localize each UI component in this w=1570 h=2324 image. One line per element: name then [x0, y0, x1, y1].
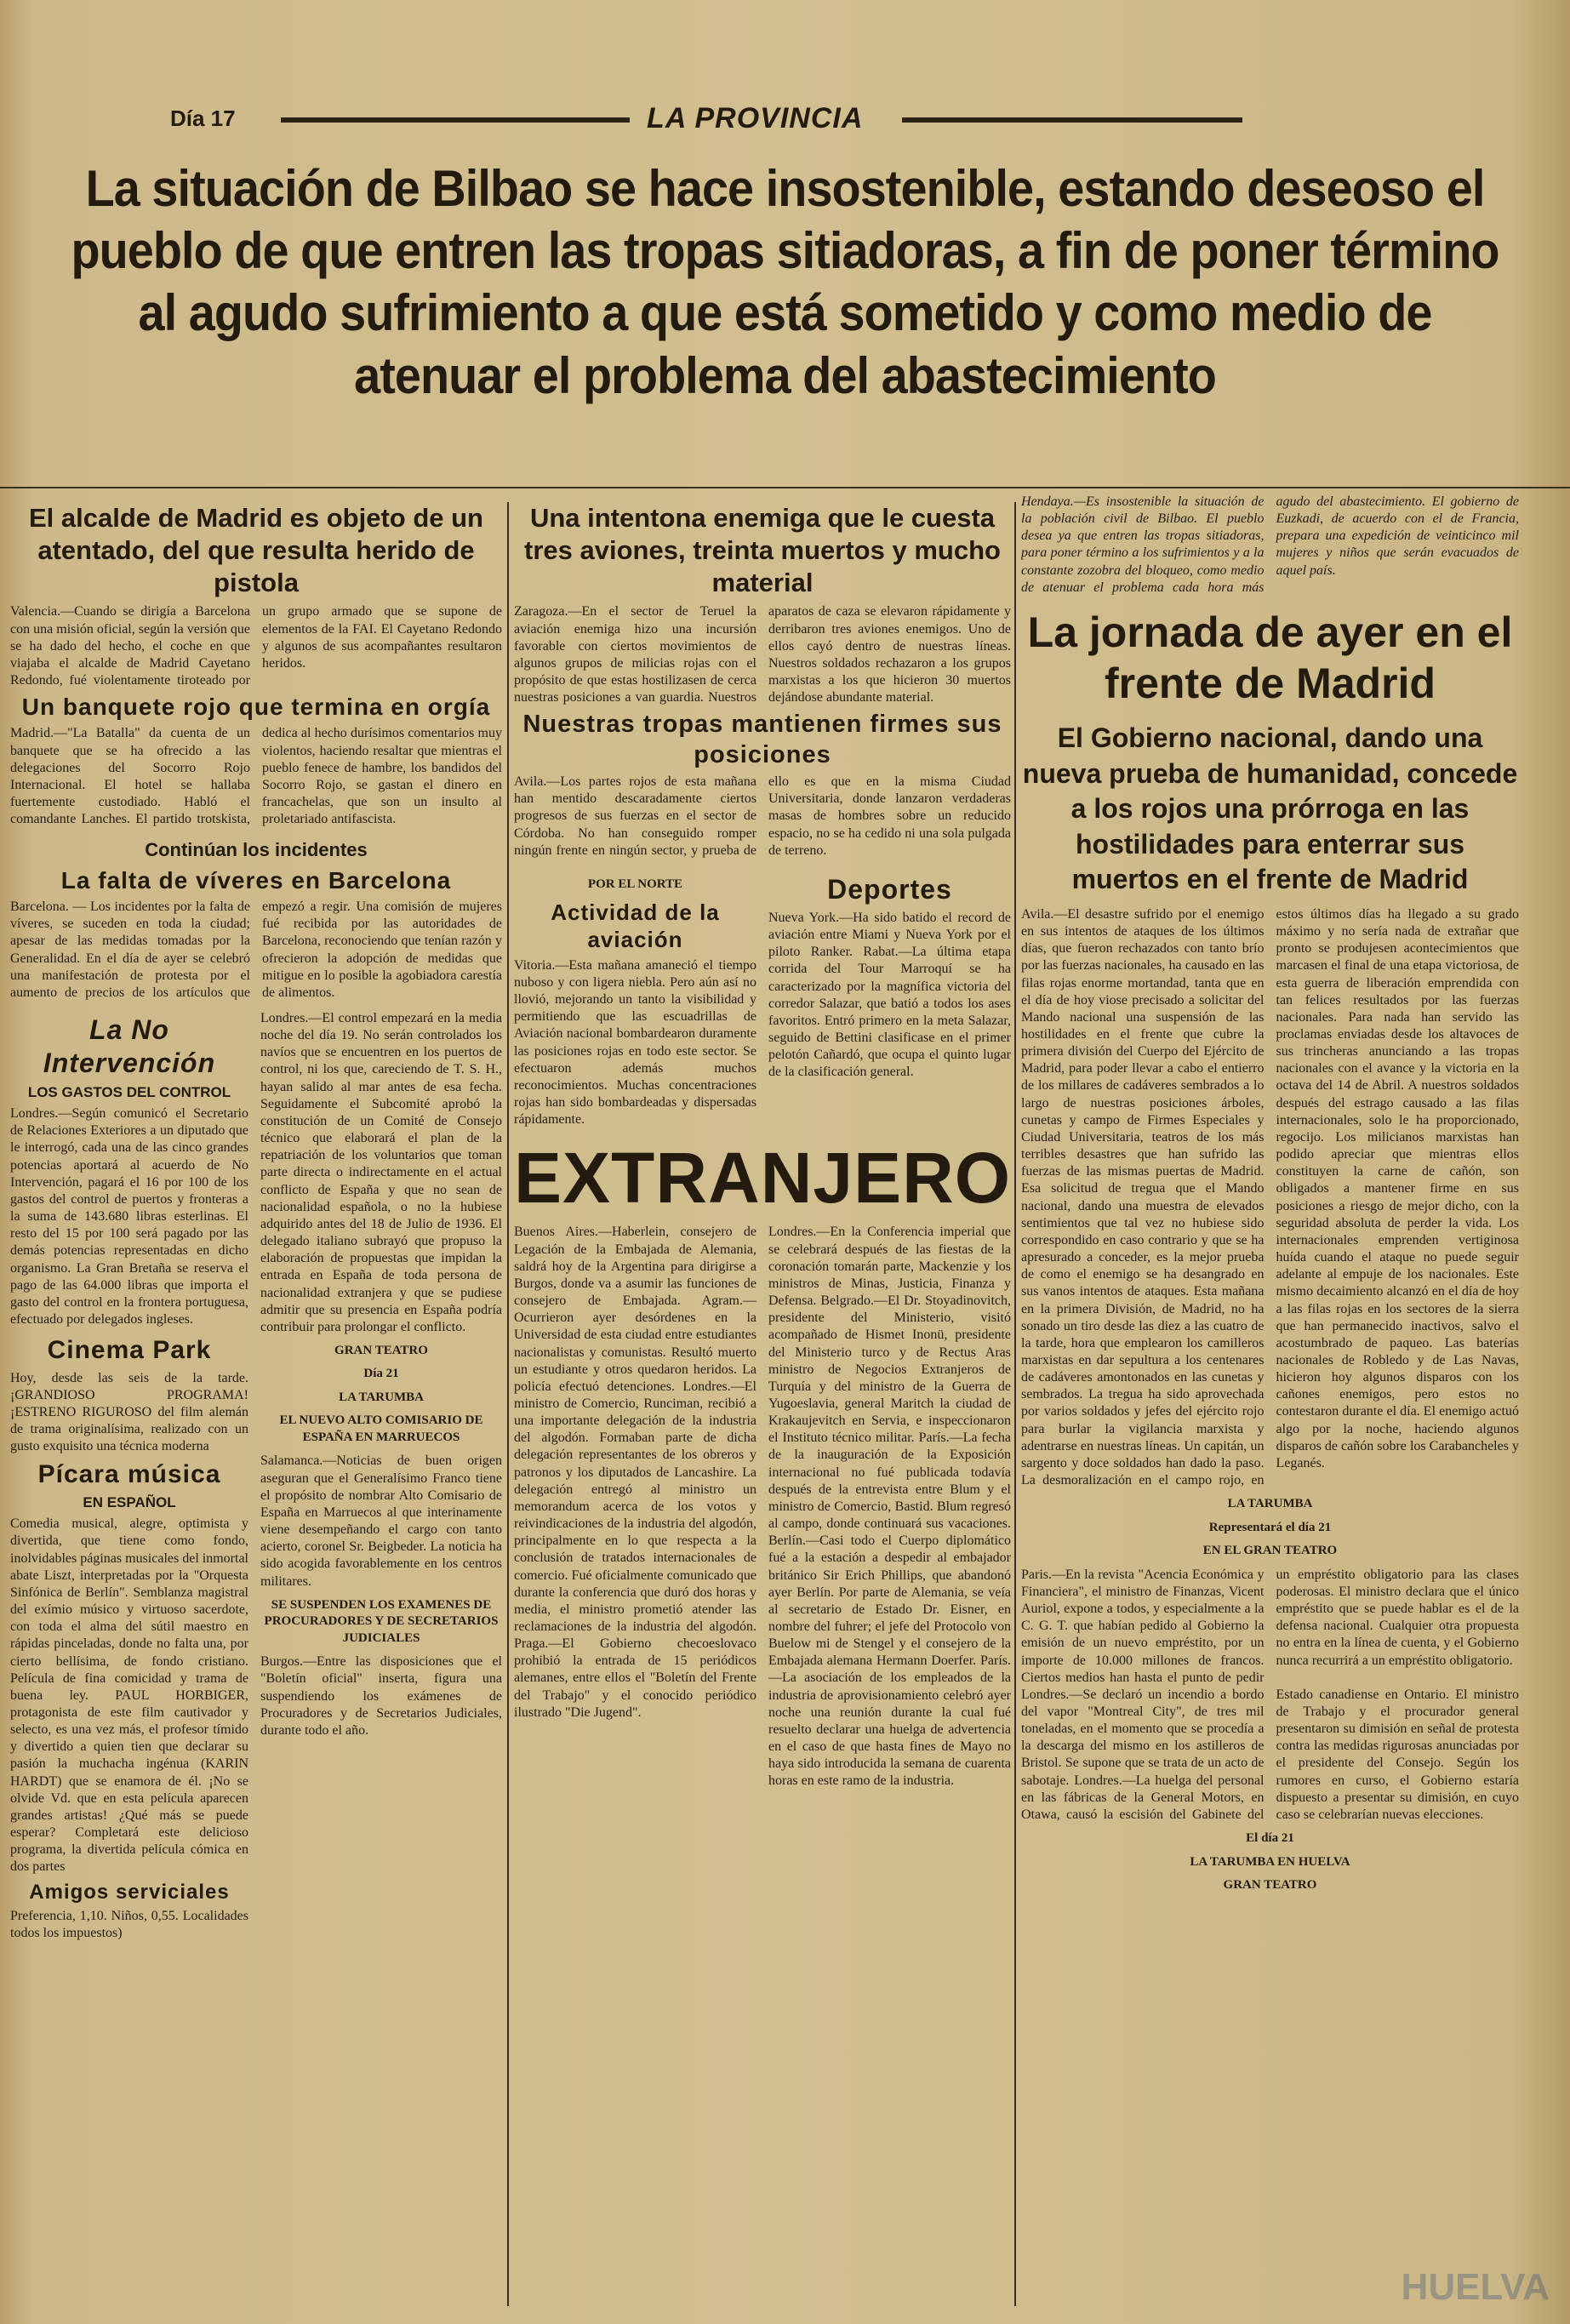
- article-examenes-body: Burgos.—Entre las disposiciones que el "Boletín oficial" inserta, figura una suspendiendo los exámenes de Procuradores y de Secretarios Judiciales, durante todo el año.: [260, 1654, 502, 1738]
- tarumba-place: EN EL GRAN TEATRO: [1202, 1544, 1338, 1558]
- ad-picara-musica-body: Comedia musical, alegre, optimista y divertida, que tiene como fondo, inolvidables páginas musicales del inmortal abate Liszt, interpretadas por la "Orquesta Sinfónica de Berlín". Semblanza magistral del exímio músico y virtuoso sacerdote, con toda el alma del sútil maestro en rápidas pinceladas, donde no falta una, por cierto bellísima, de fondo cristiano. Película de fina comicidad y trama de buena ley. PAUL HORBIGER, protagonista de este film cautivador y selecto, es una vez más, el profesor tímido y divertido a quien tien que declarar su pasión la muchacha ingénua (KARIN HARDT) que se enamora de él. ¡No se olvide Vd. que en esta película aparecen grandes artistas! ¿Qué más se puede esperar? Completará este delicioso programa, la divertida película cómica en dos partes: [10, 1516, 248, 1875]
- norte-deportes-row: [514, 870, 1011, 1129]
- tarumba-title: LA TARUMBA: [1227, 1497, 1313, 1511]
- bottom-teatro-obra: LA TARUMBA EN HUELVA: [1190, 1854, 1350, 1869]
- article-viveres-heading: La falta de víveres en Barcelona: [60, 866, 452, 894]
- article-alcalde-heading: El alcalde de Madrid es objeto de un atentado, del que resulta herido de pistola: [28, 503, 483, 597]
- article-empréstito-body: Paris.—En la revista "Acencia Económica y Financiera", el ministro de Finanzas, Vicent Auriol, expone a todos, y especialmente a la C. G. T. que habían pedido al Gobierno la emisión de un nuevo empréstito, por un importe de 10.000 millones de francos. Ciertos medios han hasta el punto de pedir un empréstito obligatorio para las clases poderosas. El ministro declara que el único empréstito que se puede hablar es el de la defensa nacional. Cualquier otra propuesta no entra en la línea de cuenta, y el Gobierno nunca recurrirá a un empréstito obligatorio.: [1021, 1567, 1519, 1685]
- extranjero-body-right: Londres.—En la Conferencia imperial que se celebrará después de las fiestas de la coronación tomarán parte, Mackenzie y los ministros de Minas, Justicia, Finanza y Defensa. Belgrado.—El Dr. Stoyadinovitch, presidente del Ministerio, visitó acompañado de Hismet Inonü, presidente del Ministerio turco y de Rectus Aras ministro de Negocios Extranjeros de Turquía y del ministro de la Guerra de Yugoeslavia, general Maritch la ciudad de Krakaujevitch en Servia, e inspeccionaron el Instituto técnico militar. París.—La fecha de la inauguración de la Exposición internacional no fué publicada todavía después de la entrevista entre Blum y el ministro de Comercio, Bastid. Blum regresó al campo, donde continuará sus vacaciones. Berlín.—Casi todo el Cuerpo diplomático fué a la estación a despedir al embajador británico Sir Erich Phillips, que abandonó ayer Berlín. Por parte de Alemania, se veía al secretario de Estado Dr. Eisner, en nombre del fuhrer; el jefe del Protocolo von Buelow mi de Stengel y el consejero de la Embajada alemana Hermann Doerfer. París.—La asociación de los empleados de la industria de aprovisionamiento celebró ayer noche una reunión durante la cual fué resuelto declarar una huelga de advertencia en el caso de que hasta fines de Mayo no haya sido introducida la semana de cuarenta horas en este ramo de la industria.: [768, 1225, 1011, 1789]
- bottom-teatro-lugar: GRAN TEATRO: [1223, 1878, 1317, 1893]
- column-left: [10, 502, 502, 2306]
- section-extranjero-heading: EXTRANJERO: [514, 1138, 1011, 1219]
- page-day: Día 17: [170, 106, 236, 131]
- ad-picara-musica-sub: EN ESPAÑOL: [83, 1494, 176, 1511]
- article-deportes-heading: Deportes: [827, 873, 952, 905]
- deportes-block: [768, 870, 1011, 1129]
- ad-picara-musica-heading: Pícara música: [37, 1459, 221, 1488]
- article-alcalde-body: Valencia.—Cuando se dirigía a Barcelona con una misión oficial, según la versión que se ha dado del hecho, el coche en que viajaba el alcalde de Madrid Cayetano Redondo, fué violentamente tiroteado por un grupo armado que se supone de elementos de la FAI. El Cayetano Redondo y algunos de sus acompañantes resultaron heridos.: [10, 604, 502, 688]
- article-tropas-body: Avila.—Los partes rojos de esta mañana han mentido descaradamente ciertos progresos de sus fuerzas en el sector de Córdoba. No han conseguido romper ningún frente en ningún sector, y prueba de ello es que en la misma Ciudad Universitaria, donde lanzaron verdaderas masas de hombres sobre un reducido espacio, no se ha cedido ni una sola pulgada de terreno.: [514, 774, 1011, 858]
- teatro-obra: LA TARUMBA: [339, 1390, 424, 1404]
- article-control-londres-body: Londres.—El control empezará en la media noche del día 19. No serán controlados los navíos que se encuentren en los puertos de control, ni los que, careciendo de T. S. H., hayan salido al mar antes de esa fecha. Seguidamente el Subcomité aprobó la constitución de un Comité de Consejo técnico que elaborará el plan de la repatriación de los voluntarios que toman parte directa o indirectamente en el actual conflicto de España y que no sean de nacionalidad española, o no la hubiese adquirido antes del 18 de Julio de 1936. El delegado italiano subrayó que propuso la elaboración de propuestas que impidan la entrada en España de toda persona de nacionalidad extranjera y que se pudiese admitir que su presencia en España podría contribuir para prolongar el conflicto.: [260, 1011, 502, 1334]
- article-banquete-heading: Un banquete rojo que termina en orgía: [21, 694, 491, 721]
- ad-cinema-park-heading: Cinema Park: [47, 1336, 212, 1365]
- article-examenes-heading: SE SUSPENDEN LOS EXAMENES DE PROCURADORES Y DE SECRETARIOS JUDICIALES: [264, 1597, 499, 1645]
- article-alto-comisario-body: Salamanca.—Noticias de buen origen aseguran que el Generalísimo Franco tiene el propósito de nombrar Alto Comisario de España en Marruecos al que interinamente viene desempeñando el cargo con tanto acierto, coronel Sr. Beigbeder. La noticia ha sido acogida favorablemente en los centros militares.: [260, 1453, 502, 1589]
- archive-seal: HUELVA: [1401, 2266, 1550, 2308]
- article-jornada-deck: El Gobierno nacional, dando una nueva prueba de humanidad, concede a los rojos una prórroga en las hostilidades para enterrar sus muertos en el frente de Madrid: [1022, 722, 1518, 895]
- article-aviacion-heading: Actividad de la aviación: [551, 899, 720, 953]
- norte-block: [514, 870, 756, 1129]
- column-right: [1021, 485, 1519, 2306]
- lower-left-block: [10, 1010, 502, 1942]
- article-alto-comisario-heading: EL NUEVO ALTO COMISARIO DE ESPAÑA EN MARRUECOS: [279, 1413, 483, 1444]
- lower-left-col-a: [10, 1010, 248, 1942]
- por-el-norte-label: POR EL NORTE: [587, 876, 683, 891]
- teatro-dia: Día 21: [363, 1367, 399, 1381]
- article-no-intervencion-body: Londres.—Según comunicó el Secretario de Relaciones Exteriores a un diputado que le interrogó, cada una de las cinco grandes potencias aportará al acuerdo de No Intervención, pagará el 16 por 100 de los gastos del control de puertos y fronteras a la suma de 143.680 libras esterlinas. El resto del 15 por 100 será pagado por las demás potencias representadas en dicho organismo. La Gran Bretaña se reserva el pago de las 64.000 libras que importa el gasto del control en la frontera portuguesa, efectuado por delegados ingleses.: [10, 1106, 248, 1328]
- teatro-heading: GRAN TEATRO: [334, 1343, 428, 1357]
- ad-amigos-serviciales-body: Preferencia, 1,10. Niños, 0,55. Localidades todos los impuestos): [10, 1908, 248, 1940]
- article-banquete-body: Madrid.—"La Batalla" da cuenta de un banquete que se ha ofrecido a las delegaciones del Socorro Rojo Internacional. El hotel se hallaba fuertemente custodiado. Habló el comandante Lanches. El partido trotskista, dedica al hecho durísimos comentarios muy violentos, haciendo resaltar que mientras el pueblo fenece de hambre, los bandidos del Socorro Rojo, se gastan el dinero en francachelas, que son un insulto al proletariado antifascista.: [10, 726, 502, 827]
- article-incidentes-kicker: Continúan los incidentes: [145, 839, 368, 861]
- article-tropas-heading: Nuestras tropas mantienen firmes sus posiciones: [522, 711, 1002, 768]
- masthead: [0, 102, 1570, 136]
- article-jornada-body: Avila.—El desastre sufrido por el enemigo en sus intentos de ataques de los últimos días, que fueron rechazados con tanto brío por las fuerzas nacionales, ha causado en las filas rojas enorme mortandad, tanta que en el día de hoy viose precisado a solicitar del Mando nacional una suspensión de las hostilidades en el frente que cubre la primera división del Cuerpo del Ejército de Madrid, para poder llevar a cabo el entierro de los millares de cadáveres sembrados a lo largo de nuestras posiciones árboles, cunetas y campo de Firmes Especiales y Ciudad Universitaria, teatros de los más terribles desastres que han sufrido las fuerzas de las mismas puertas de Madrid. Esa solicitud de tregua que el Mando nacional, dando una muestra de elevados sentimientos que tal vez no hubiese sido correspondido en caso contrario y que se ha apresurado a conceder, es la mejor prueba de como el enemigo se ha desangrado en sus vanos intentos de ataques. Esta mañana en la primera División, de Madrid, no ha sonado un tiro desde las diez a las cuatro de la tarde, hora que emplearon los camilleros marxistas en dar sepultura a los centenares de cadáveres amontonados en las cunetas y sembrados. La tregua ha sido aprovechada por varios soldados y jefes del ejército rojo para burlar la vigilancia marxista y adentrarse en nuestras líneas. Un capitán, un sargento y doce soldados han dado la paso. La desmoralización en el campo rojo, en estos últimos días ha llegado a su grado máximo y no sería nada de extrañar que pronto se produjesen acontecimientos que marcasen el final de una etapa victoriosa, de esta guerra de liberación emprendida con tan felices resultados por las fuerzas nacionales. Para nada han servido las proclamas enviadas desde los altavoces de sus trincheras anunciando a las tropas nacionales con el avance y la victoria en la octava del 14 de Abril. A nuestros soldados después del estrago causado a las filas internacionales, solo le ha proporcionado, regocijo. Los milicianos marxistas han podido apreciar que mientras ellos constituyen la carne de cañón, son obligados a mantener firme en sus posiciones a riesgo de mejor dicho, con la seguridad absoluta de perder la vida. Los internacionales emprenden vertiginosa huída cuando el ataque no puede seguir adelante al empuje de los nacionales. Este mismo decaimiento alcanzó en el día de hoy a las filas rojas en los sectores de la sierra que han permanecido inactivos, salvo el acostumbrado de paqueo. Las baterías nacionales de Robledo y de Las Navas, hicieron hoy algunos disparos con los cañones enemigos, pero estos no contestaron durante el día. El enemigo actuó algo por la noche, haciendo algunos disparos de cañón sobre los Carabancheles y Leganés.: [1021, 906, 1519, 1488]
- article-viveres-body: Barcelona. — Los incidentes por la falta de víveres, se suceden en toda la ciudad; apesar de las medidas tomadas por la Generalidad. En el día de ayer se celebró una manifestación de protesta por el aumento de precios de los artículos que empezó a regir. Una comisión de mujeres fué recibida por las autoridades de Barcelona, reconociendo que tenían razón y ofrecieron la adopción de medidas que mitigue en lo posible la agobiadora carestía de alimentos.: [10, 899, 502, 1000]
- article-intentona-heading: Una intentona enemiga que le cuesta tres aviones, treinta muertos y mucho material: [524, 503, 1001, 597]
- ad-cinema-park-body: Hoy, desde las seis de la tarde. ¡GRANDIOSO PROGRAMA! ¡ESTRENO RIGUROSO del film alemán de trama originalísima, realizado con un gusto exquisito una técnica moderna: [10, 1370, 248, 1454]
- article-aviacion-body: Vitoria.—Esta mañana amaneció el tiempo nuboso y con ligera niebla. Pero aún así no llovió, mejorando un tanto la visibilidad y permitiendo que las escuadrillas de Aviación nacional bombardearon duramente las posiciones rojas en todo este sector. Se efectuaron además muchos reconocimientos. Muchas concentraciones rojas han sido bombardeadas y dispersadas rápidamente.: [514, 957, 756, 1128]
- bottom-teatro-dia: El día 21: [1246, 1831, 1294, 1846]
- column-middle: [514, 502, 1011, 2306]
- article-no-intervencion-heading: La No Intervención: [43, 1014, 216, 1079]
- column-divider-1: [507, 502, 509, 2306]
- masthead-rule-right: [902, 117, 1242, 123]
- column-divider-2: [1014, 502, 1016, 2306]
- tarumba-line: Representará el día 21: [1208, 1520, 1332, 1534]
- main-headline: La situación de Bilbao se hace insostenible, estando deseoso el pueblo de que entren las tropas sitiadoras, a fin de poner término al agudo sufrimiento a que está sometido y como medio de atenuar el problema del abastecimiento: [71, 160, 1499, 404]
- article-londres-incendio-body: Londres.—Se declaró un incendio a bordo del vapor "Montreal City", de tres mil toneladas, en el momento que se procedía a la descarga del mismo en los astilleros de Bristol. Se supone que se trata de un acto de sabotaje. Londres.—La huelga del personal en las fábricas de la General Motors, en Otawa, causó la escisión del Gabinete del Estado canadiense en Ontario. El ministro de Trabajo y el procurador general presentaron su dimisión en señal de protesta contra las medidas rigurosas anunciadas por el presidente del Consejo. Según los rumores en curso, el Gobierno estaría dispuesto a presentar su dimisión, en cuyo caso se celebrarían nuevas elecciones.: [1021, 1687, 1519, 1822]
- masthead-rule-left: [281, 117, 630, 123]
- article-jornada-heading: La jornada de ayer en el frente de Madrid: [1027, 608, 1513, 707]
- article-bilbao-lead: Hendaya.—Es insostenible la situación de la población civil de Bilbao. El pueblo desea ya que entren las tropas sitiadoras, para poner término a los sufrimientos y a la constante zozobra del bloqueo, como medio de atenuar el problema cada hora más agudo del abastecimiento. El gobierno de Euzkadi, de acuerdo con el de Francia, prepara una expedición de veinticinco mil mujeres y niños que serán evacuados de aquel país.: [1021, 494, 1519, 595]
- extranjero-body-left: Buenos Aires.—Haberlein, consejero de Legación de la Embajada de Alemania, saldrá hoy de la Argentina para dirigirse a Burgos, donde va a asumir las funciones de consejero de Embajada. Agram.—Ocurrieron ayer desórdenes en la Universidad de esta ciudad entre estudiantes nacionalistas y comunistas. Resultó muerto un estudiante y otros quedaron heridos. La policía efectuó detenciones. Londres.—El ministro de Comercio, Runciman, recibió a una importante delegación de la industria del algodón. Formaban parte de dicha delegación representantes de los obreros y patronos y los diputados de Lancashire. La delegación entregó al ministro un memorandum acerca de los votos y reivindicaciones de la industria del algodón, principalmente en lo que respecta a la conclusión de tratados internacionales de comercio. Fué oficialmente comunicado que durante la conferencia que duró dos horas y media, el ministro prometió atender las reclamaciones de la industria del algodón. Praga.—El Gobierno checoeslovaco prohibió la entrada de 15 periódicos alemanes, entre ellos el "Boletín del Frente del Trabajo" y el conocido periódico ilustrado "Die Jugend".: [514, 1225, 756, 1720]
- article-no-intervencion-sub: LOS GASTOS DEL CONTROL: [27, 1084, 231, 1101]
- article-deportes-body: Nueva York.—Ha sido batido el record de aviación entre Miami y Nueva York por el piloto Ranker. Rabat.—La última etapa corrida del Tour Marroquí se ha caracterizado por la magnífica victoria del corredor Salazar, que batió a todos los ases favoritos. Entró primero en la meta Salazar, seguido de Bettini clasificase en el primer pelotón Cañardó, que ocupa el quinto lugar de la clasificación general.: [768, 910, 1011, 1080]
- paper-title: LA PROVINCIA: [647, 102, 864, 134]
- article-intentona-body: Zaragoza.—En el sector de Teruel la aviación enemiga hizo una incursión favorable con ciertos movimientos de algunos grupos de milicias rojas con el propósito de que estas hostilizasen de cerca nuestras posiciones a van guardia. Nuestros aparatos de caza se elevaron rápidamente y derribaron tres aviones enemigos. Uno de ellos cayó dentro de nuestras líneas. Nuestros soldados rechazaron a los grupos marxistas a los que hicieron 30 muertos dejándose abundante material.: [514, 604, 1011, 705]
- ad-amigos-serviciales-heading: Amigos serviciales: [29, 1880, 230, 1904]
- lower-left-col-b: [260, 1010, 502, 1942]
- extranjero-columns: [514, 1224, 1011, 1790]
